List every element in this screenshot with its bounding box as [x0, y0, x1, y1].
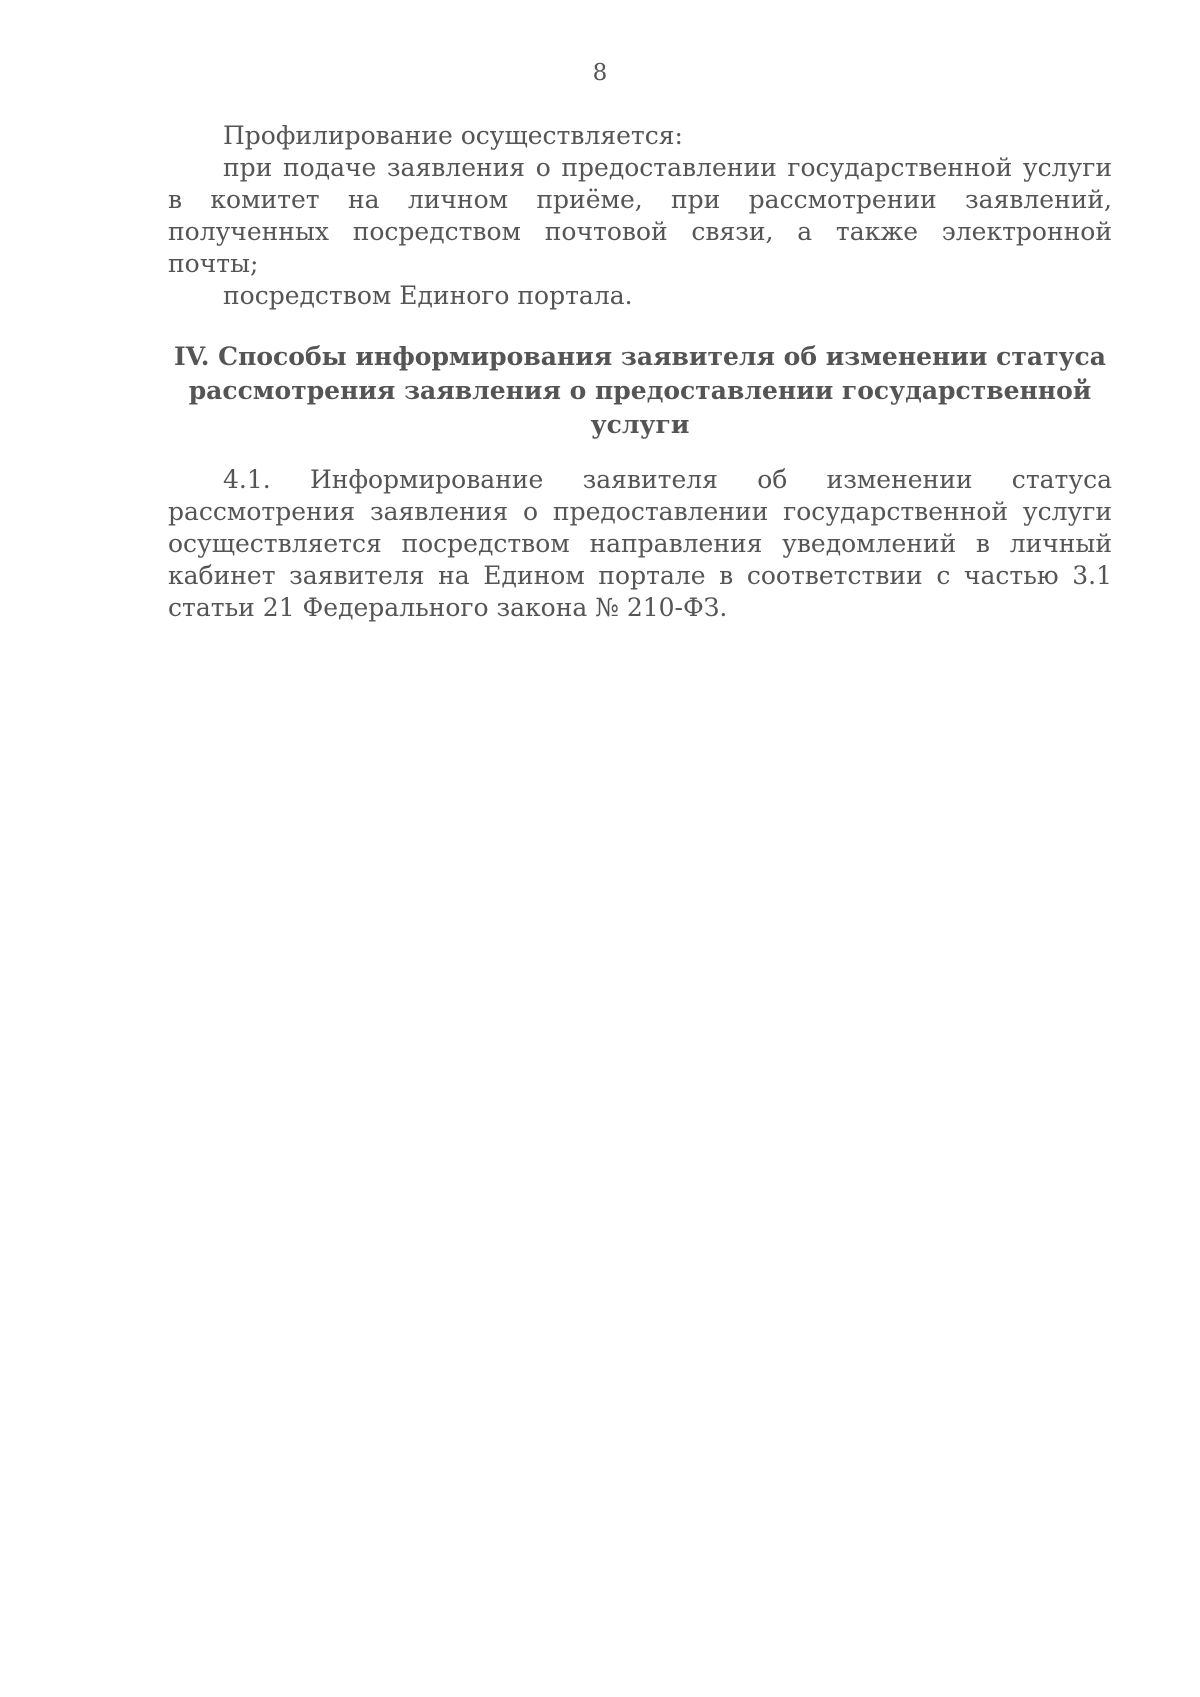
- section-heading-iv: [168, 340, 1112, 442]
- paragraph-profiling-intro: Профилирование осуществляется:: [223, 121, 683, 150]
- paragraph-profiling-in-person: при подаче заявления о предоставлении государственной услуги в комитет на личном приёме, при рассмотрении заявлений, полученных посредством почтовой связи, а также электронной почты;: [168, 153, 1112, 278]
- page-number: 8: [592, 60, 608, 86]
- paragraph-4-1: 4.1. Информирование заявителя об изменении статуса рассмотрения заявления о предоставлении государственной услуги осуществляется посредством направления уведомлений в личный кабинет заявителя на Едином портале в соответствии с частью 3.1 статьи 21 Федерального закона № 210-ФЗ.: [168, 465, 1112, 622]
- section-iv-body: [168, 464, 1112, 624]
- section-heading-iv-line1: IV. Способы информирования заявителя об изменении статуса: [174, 342, 1106, 371]
- page-content: [168, 120, 1112, 624]
- paragraph-profiling-portal: посредством Единого портала.: [223, 281, 633, 310]
- section-heading-iv-line2: рассмотрения заявления о предоставлении государственной услуги: [188, 376, 1092, 439]
